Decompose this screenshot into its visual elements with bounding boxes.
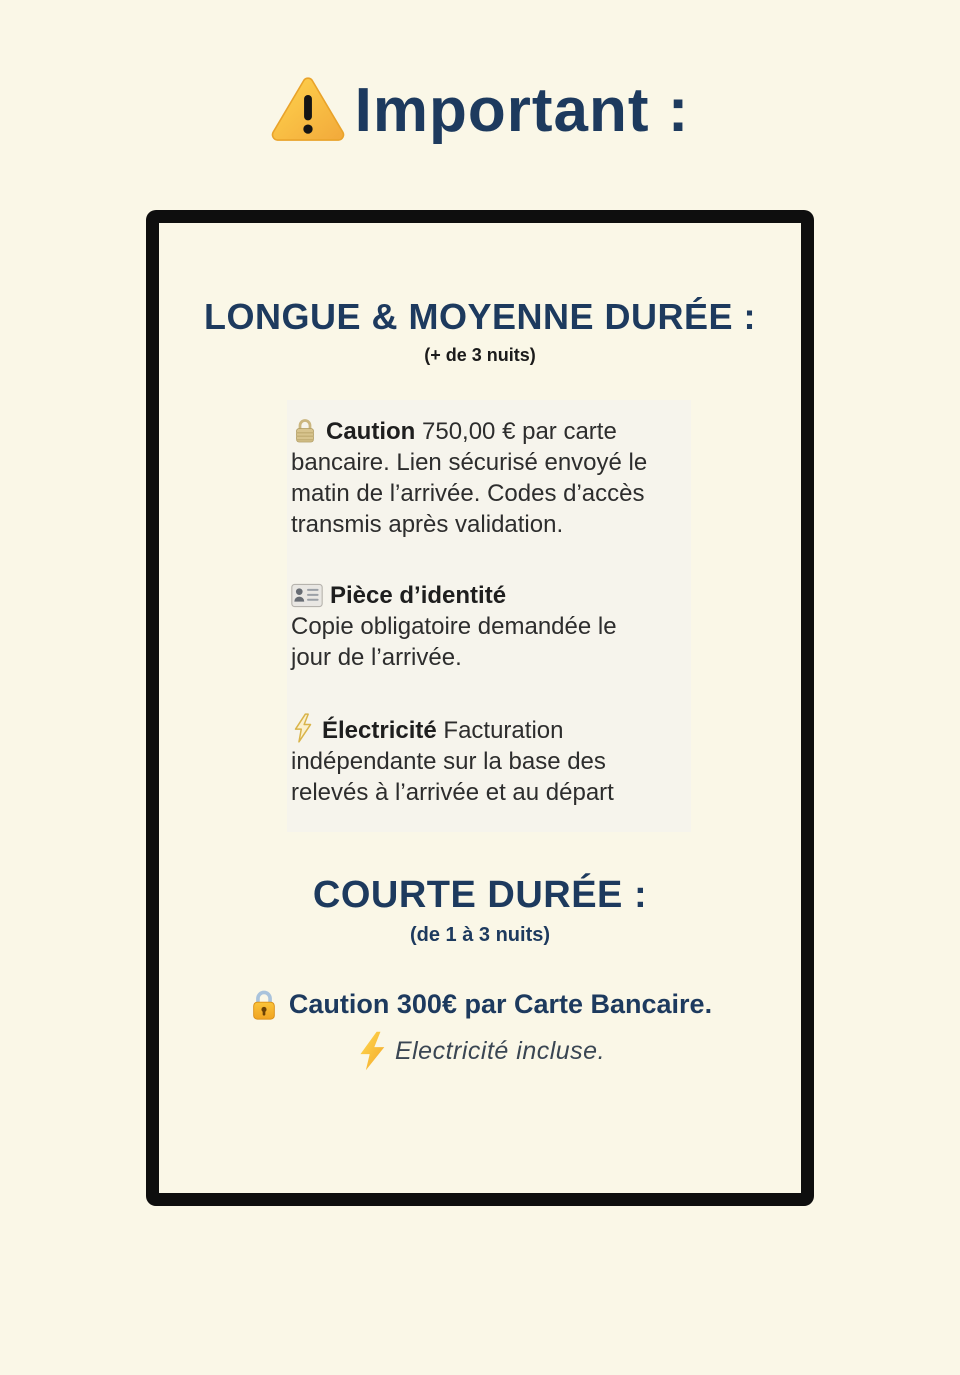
long-stay-subheading: (+ de 3 nuits) <box>424 345 536 365</box>
item-label: Électricité <box>322 717 437 744</box>
short-stay-electricity-text: Electricité incluse. <box>394 1036 606 1065</box>
item-text: Facturation indépendante sur la base des relevés à l’arrivée et au départ <box>291 717 614 806</box>
long-stay-heading: LONGUE & MOYENNE DURÉE : <box>203 296 757 337</box>
short-stay-heading: COURTE DURÉE : <box>312 874 648 916</box>
lightning-outline-icon <box>291 713 315 743</box>
page-title: Important : <box>354 75 690 145</box>
short-stay-subheading: (de 1 à 3 nuits) <box>409 924 551 946</box>
padlock-icon <box>291 416 319 444</box>
short-stay-caution-text: Caution 300€ par Carte Bancaire. <box>288 988 713 1019</box>
list-item-id <box>291 580 689 673</box>
padlock-gold-icon <box>248 987 280 1021</box>
list-item-electricity <box>291 713 689 808</box>
item-label: Pièce d’identité <box>330 582 507 609</box>
header <box>0 0 960 156</box>
item-text: 750,00 € par carte bancaire. Lien sécurisé envoyé le matin de l’arrivée. Codes d’accès transmis après validation. <box>291 418 648 538</box>
long-stay-info-block <box>287 400 691 832</box>
short-stay-electricity-line <box>159 1031 801 1071</box>
lightning-filled-icon <box>355 1031 389 1071</box>
warning-triangle-icon <box>271 76 345 144</box>
item-text: Copie obligatoire demandée le jour de l’arrivée. <box>291 613 617 671</box>
info-card <box>146 210 814 1206</box>
id-card-icon <box>291 583 323 608</box>
short-stay-caution-line <box>159 987 801 1021</box>
list-item-caution <box>291 416 689 540</box>
item-label: Caution <box>326 418 416 445</box>
